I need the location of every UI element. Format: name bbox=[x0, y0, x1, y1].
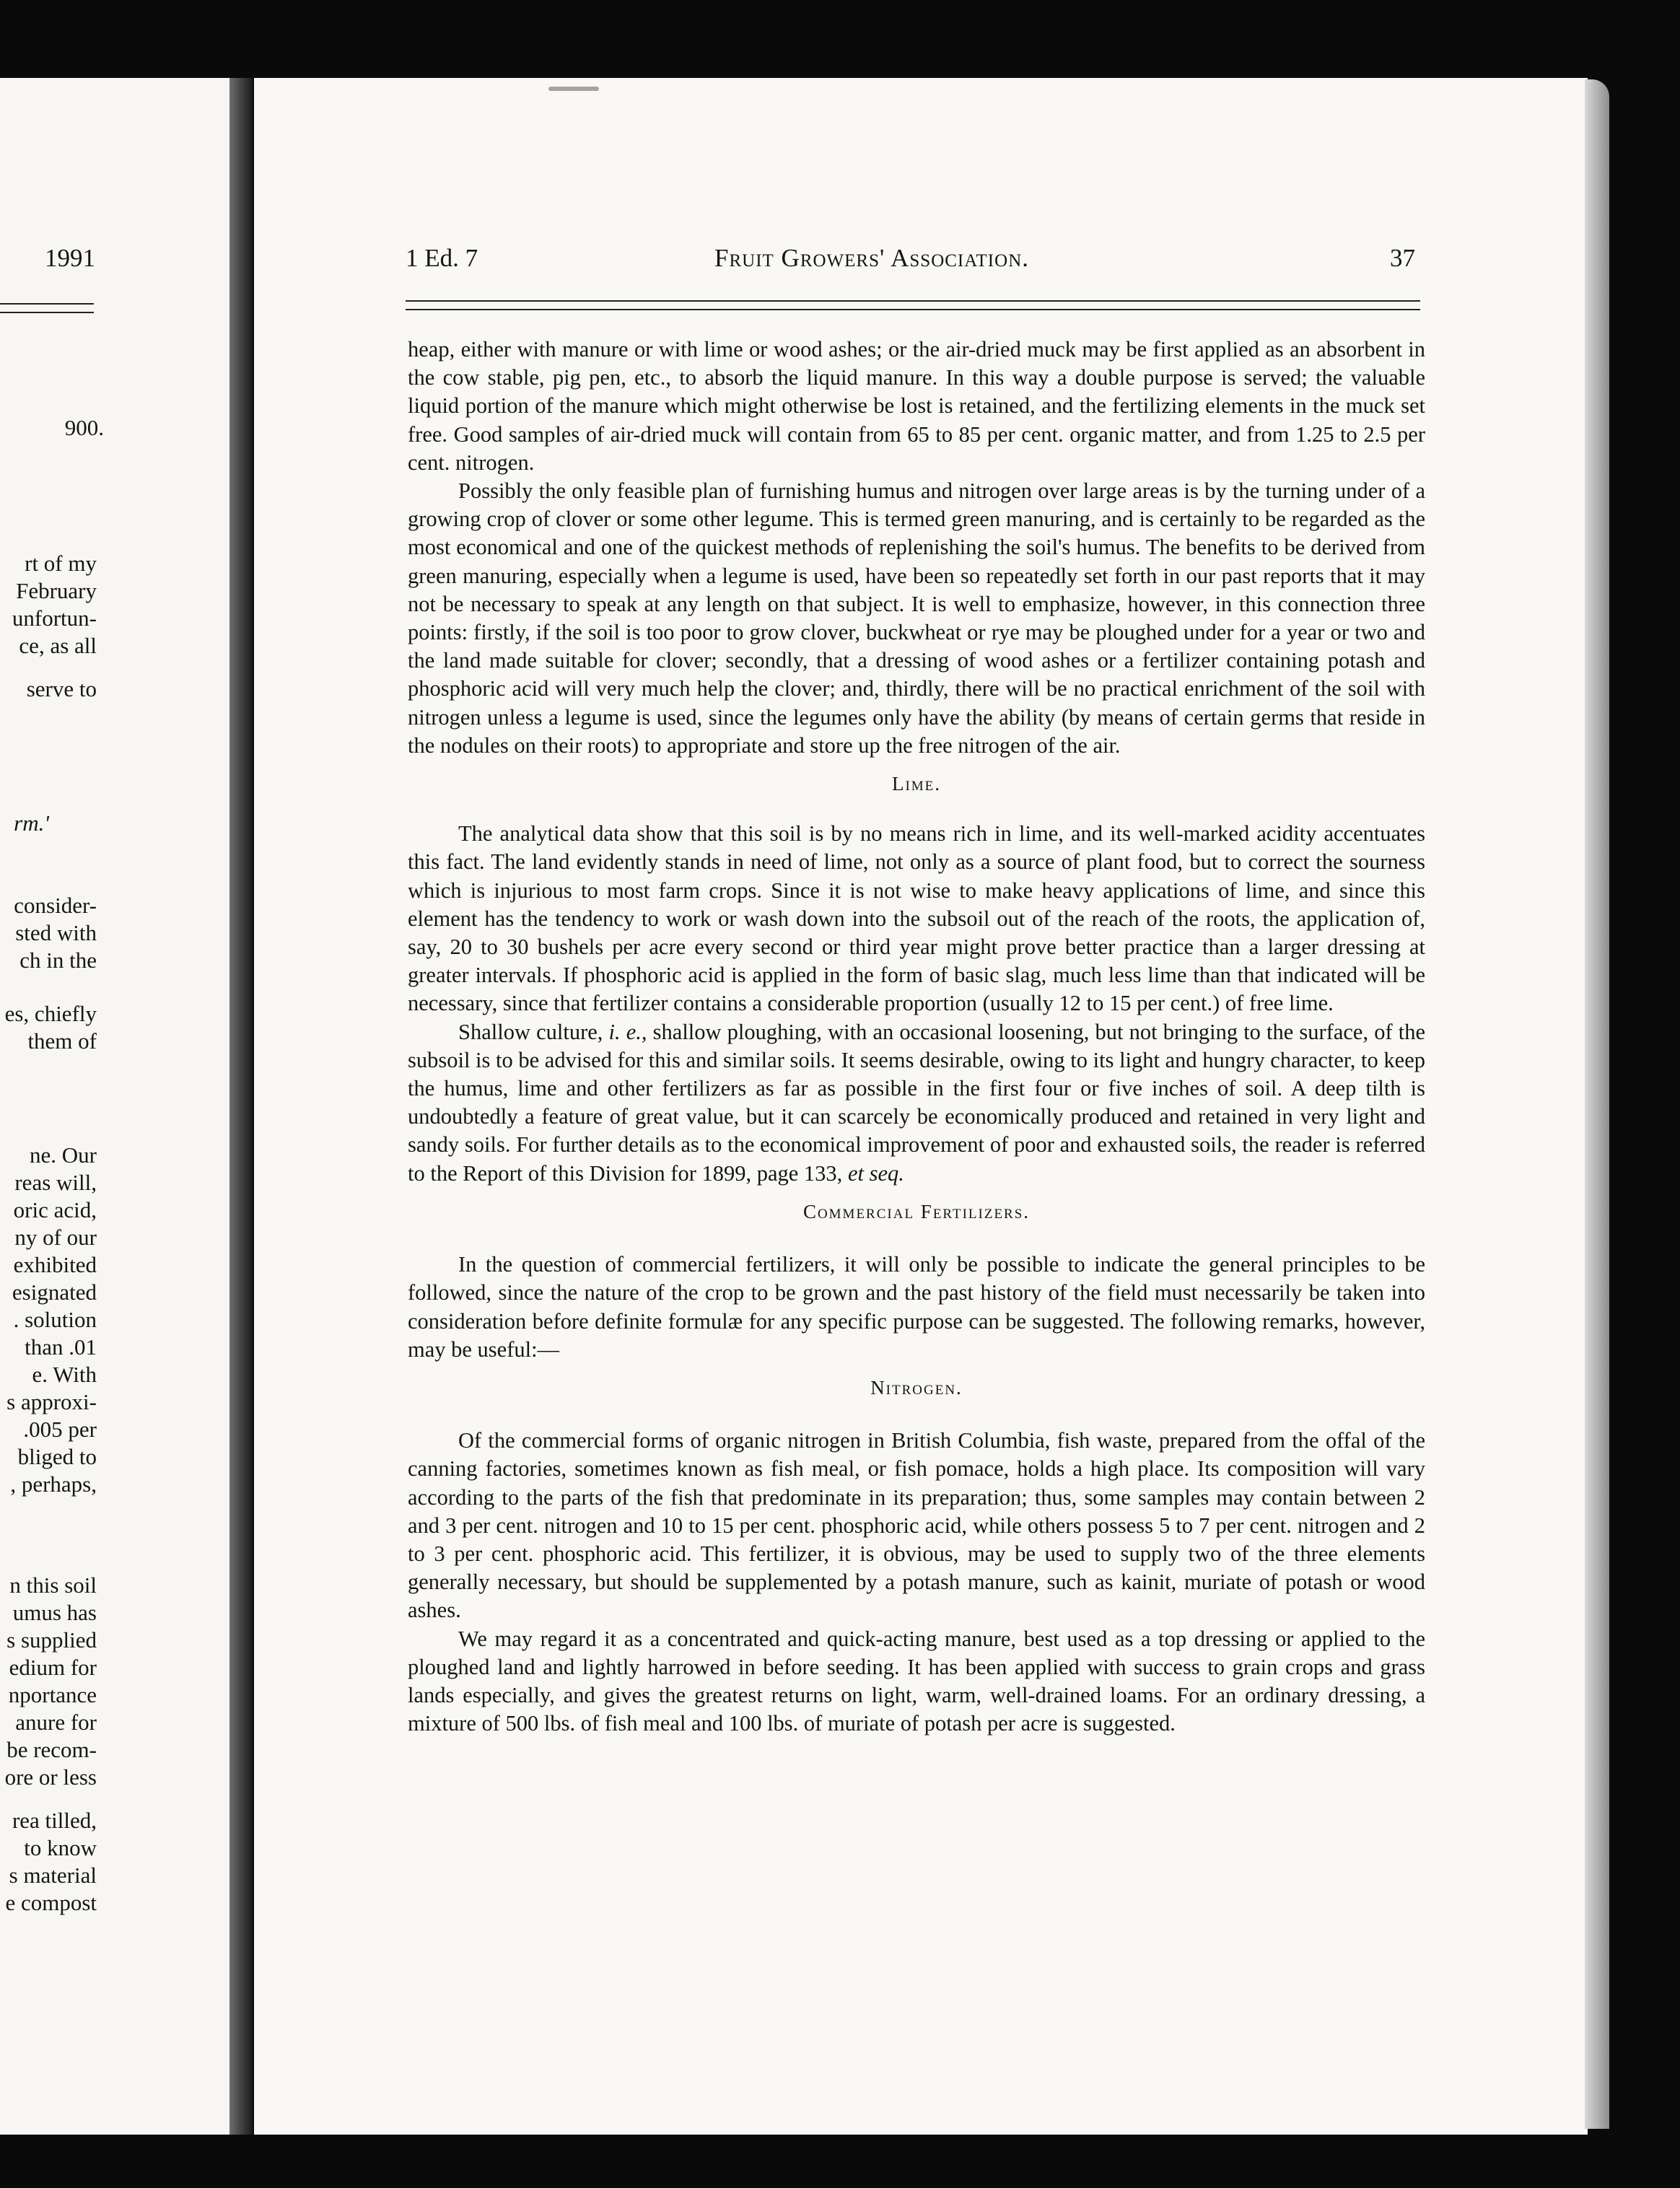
left-line: ore or less bbox=[4, 1764, 97, 1790]
left-line: .005 per bbox=[23, 1417, 97, 1442]
paragraph: In the question of commercial fertilizers, it will only be possible to indicate the general principles to be followed, since the nature of the crop to be grown and the past history of the field must necessarily be taken into consideration before definite formulæ for any specific purpose can be suggested. The following remarks, however, may be useful:— bbox=[408, 1252, 1425, 1362]
left-line: ne. Our bbox=[30, 1142, 97, 1168]
left-line: February bbox=[16, 578, 97, 603]
text-span: shallow ploughing, with an occasional loosening, but not bringing to the surface, of the subsoil is to be advised for this and similar soils. It seems desirable, owing to its light and hungry character, to keep the humus, lime and other fertilizers as far as possible in the first four or five inches of soil. A deep tilth is undoubtedly a feature of great value, but it can scarcely be economically produced and retained in very light and sandy soils. For further details as to the economical improvement of poor and exhausted soils, the reader is referred to the Report of this Division for 1899, page 133, bbox=[408, 1019, 1426, 1186]
header-rule-2 bbox=[406, 309, 1420, 310]
left-line: s material bbox=[9, 1863, 97, 1888]
section-heading-nitrogen: Nitrogen. bbox=[870, 1376, 963, 1399]
paragraph bbox=[408, 1018, 1425, 1188]
header-title: Fruit Growers' Association. bbox=[714, 244, 1029, 272]
paragraph: Possibly the only feasible plan of furnishing humus and nitrogen over large areas is by the turning under of a growing crop of clover or some other legume. This is termed green manuring, and is certainly to be regarded as the most economical and one of the quickest methods of replenishing the soil's humus. The benefits to be derived from green manuring, especially when a legume is used, have been so repeatedly set forth in our past reports that it may not be necessary to speak at any length on that subject. It is well to emphasize, however, in this connection three points: firstly, if the soil is too poor to grow clover, buckwheat or rye may be ploughed under for a year or two and the land made suitable for clover; secondly, that a dressing of wood ashes or a fertilizer containing potash and phosphoric acid will very much help the clover; and, thirdly, there will be no practical enrichment of the soil with nitrogen unless a legume is used, since the legumes only have the ability (by means of certain germs that reside in the nodules on their roots) to appropriate and store up the free nitrogen of the air. bbox=[408, 478, 1425, 758]
left-line: serve to bbox=[26, 676, 97, 701]
scan-mark bbox=[548, 87, 599, 91]
left-line: s approxi- bbox=[6, 1389, 97, 1414]
left-line: s supplied bbox=[6, 1627, 97, 1653]
left-header-rule-2 bbox=[0, 312, 94, 313]
left-line: umus has bbox=[12, 1600, 97, 1625]
left-line: be recom- bbox=[6, 1737, 97, 1762]
left-header-rule-1 bbox=[0, 303, 94, 305]
italic-span: i. e., bbox=[608, 1019, 647, 1044]
header-rule-1 bbox=[406, 300, 1420, 302]
left-line: sted with bbox=[15, 920, 97, 945]
left-line: . solution bbox=[13, 1307, 97, 1332]
left-line: ch in the bbox=[19, 948, 97, 973]
left-line: edium for bbox=[9, 1655, 97, 1680]
text-span: Shallow culture, bbox=[458, 1019, 609, 1044]
left-line: exhibited bbox=[13, 1252, 97, 1277]
left-line: es, chiefly bbox=[4, 1001, 97, 1026]
left-line: esignated bbox=[12, 1279, 97, 1305]
paragraph: The analytical data show that this soil is by no means rich in lime, and its well-marked acidity accentuates this fact. The land evidently stands in need of lime, not only as a source of plant food, but to correct the sourness which is injurious to most farm crops. Since it is not wise to make heavy applications of lime, and since this element has the tendency to work or wash down into the subsoil out of the reach of the roots, the application of, say, 20 to 30 bushels per acre every second or third year might prove better practice than a larger dressing at greater intervals. If phosphoric acid is applied in the form of basic slag, much less lime than that indicated will be necessary, since that fertilizer contains a considerable proportion (usually 12 to 15 per cent.) of free lime. bbox=[408, 821, 1425, 1016]
left-line: 900. bbox=[64, 415, 104, 440]
left-line: bliged to bbox=[17, 1444, 97, 1469]
paragraph: Of the commercial forms of organic nitrogen in British Columbia, fish waste, prepared from the offal of the canning factories, sometimes known as fish meal, or fish pomace, holds a high place. Its composition will vary according to the parts of the fish that predominate in its preparation; thus, some samples may contain between 2 and 3 per cent. nitrogen and 10 to 15 per cent. phosphoric acid, while others possess 5 to 7 per cent. nitrogen and 2 to 3 per cent. phosphoric acid. This fertilizer, it is obvious, may be used to supply two of the three elements generally necessary, but should be supplemented by a potash manure, such as kainit, muriate of potash or wood ashes. bbox=[408, 1428, 1425, 1623]
page-edge bbox=[1585, 79, 1609, 2129]
left-line: rm.' bbox=[14, 810, 49, 836]
left-line: e. With bbox=[32, 1362, 97, 1387]
left-line: ny of our bbox=[14, 1225, 97, 1250]
left-line: n this soil bbox=[9, 1572, 97, 1598]
left-line: , perhaps, bbox=[10, 1471, 97, 1497]
page-gutter-shadow bbox=[229, 78, 253, 2135]
italic-span: et seq. bbox=[847, 1160, 904, 1186]
left-line: reas will, bbox=[14, 1170, 97, 1195]
header-page-number: 37 bbox=[1390, 244, 1415, 272]
section-heading-lime: Lime. bbox=[891, 773, 942, 795]
left-page-number: 1991 bbox=[45, 244, 95, 272]
header-volume: 1 Ed. 7 bbox=[406, 244, 478, 272]
left-line: unfortun- bbox=[12, 605, 97, 631]
left-line: consider- bbox=[14, 893, 97, 918]
left-line: anure for bbox=[15, 1710, 97, 1735]
left-line: them of bbox=[27, 1028, 97, 1054]
body-text bbox=[408, 336, 1425, 1738]
left-line: rea tilled, bbox=[12, 1808, 97, 1833]
paragraph: heap, either with manure or with lime or wood ashes; or the air-dried muck may be first applied as an absorbent in the cow stable, pig pen, etc., to absorb the liquid manure. In this way a double purpose is served; the valuable liquid portion of the manure which might otherwise be lost is retained, and the fertilizing elements in the muck set free. Good samples of air-dried muck will contain from 65 to 85 per cent. organic matter, and from 1.25 to 2.5 per cent. nitrogen. bbox=[408, 337, 1425, 475]
left-line: nportance bbox=[8, 1682, 97, 1707]
left-line: than .01 bbox=[25, 1334, 97, 1360]
left-line: oric acid, bbox=[13, 1197, 97, 1222]
left-line: ce, as all bbox=[19, 633, 97, 658]
left-line: rt of my bbox=[25, 551, 97, 576]
paragraph: We may regard it as a concentrated and quick-acting manure, best used as a top dressing or applied to the ploughed land and lightly harrowed in before seeding. It has been applied with success to grain crops and grass lands especially, and gives the greatest returns on light, warm, well-drained loams. For an ordinary dressing, a mixture of 500 lbs. of fish meal and 100 lbs. of muriate of potash per acre is suggested. bbox=[408, 1626, 1425, 1736]
left-line: to know bbox=[24, 1835, 97, 1860]
left-line: e compost bbox=[5, 1890, 97, 1915]
section-heading-commercial-fertilizers: Commercial Fertilizers. bbox=[802, 1200, 1031, 1222]
